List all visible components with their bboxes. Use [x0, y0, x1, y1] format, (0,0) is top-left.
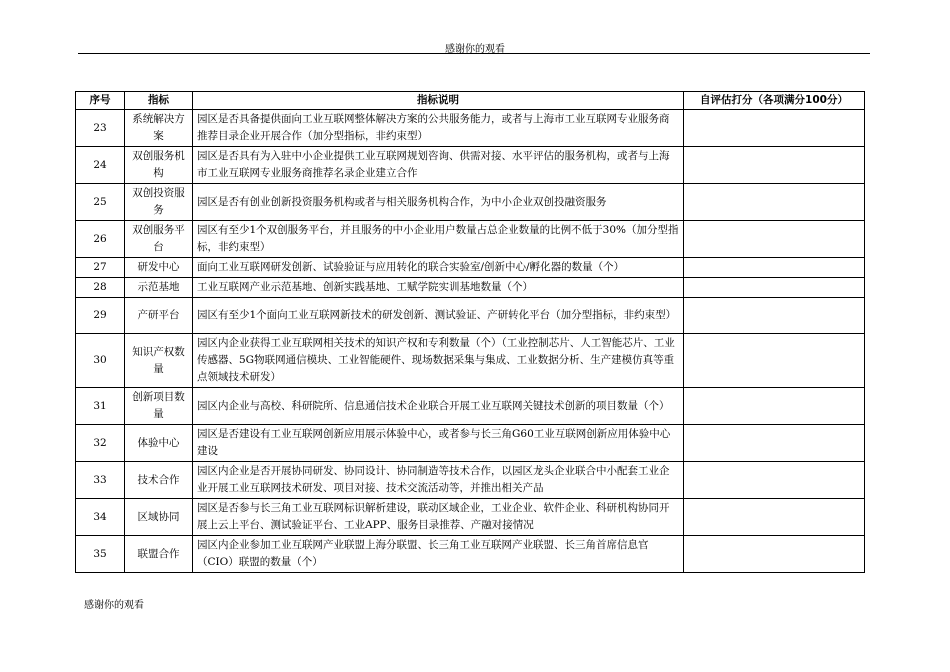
row-indicator: 区域协同 [125, 499, 193, 536]
row-description: 园区是否建设有工业互联网创新应用展示体验中心，或者参与长三角G60工业互联网创新应用体验中心建设 [193, 425, 684, 462]
row-indicator: 知识产权数量 [125, 334, 193, 388]
row-number: 29 [76, 298, 125, 334]
table-row [76, 499, 865, 536]
row-description: 园区是否有创业创新投资服务机构或者与相关服务机构合作，为中小企业双创投融资服务 [193, 184, 684, 221]
table-row [76, 298, 865, 334]
row-description: 园区是否具备提供面向工业互联网整体解决方案的公共服务能力，或者与上海市工业互联网专业服务商推荐目录企业开展合作（加分型指标，非约束型） [193, 110, 684, 147]
row-number: 25 [76, 184, 125, 221]
row-indicator: 示范基地 [125, 278, 193, 298]
row-number: 27 [76, 258, 125, 278]
row-score-cell[interactable] [684, 184, 865, 221]
row-score-cell[interactable] [684, 462, 865, 499]
row-number: 24 [76, 147, 125, 184]
row-indicator: 联盟合作 [125, 536, 193, 573]
row-indicator: 双创服务平台 [125, 221, 193, 258]
column-header-number: 序号 [76, 92, 125, 110]
row-indicator: 系统解决方案 [125, 110, 193, 147]
page-header: 感谢你的观看 [445, 44, 505, 55]
row-indicator: 研发中心 [125, 258, 193, 278]
table-header-row [76, 92, 865, 110]
row-description: 园区内企业获得工业互联网相关技术的知识产权和专利数量（个）（工业控制芯片、人工智能芯片、工业传感器、5G物联网通信模块、工业智能硬件、现场数据采集与集成、工业数据分析、生产建模仿真等重点领域技术研发） [193, 334, 684, 388]
row-score-cell[interactable] [684, 258, 865, 278]
table-row [76, 462, 865, 499]
row-indicator: 技术合作 [125, 462, 193, 499]
row-description: 园区内企业与高校、科研院所、信息通信技术企业联合开展工业互联网关键技术创新的项目数量（个） [193, 388, 684, 425]
table-body [76, 110, 865, 573]
table-row [76, 425, 865, 462]
row-number: 31 [76, 388, 125, 425]
row-description: 园区是否参与长三角工业互联网标识解析建设，联动区域企业，工业企业、软件企业、科研机构协同开展上云上平台、测试验证平台、工业APP、服务目录推荐、产融对接情况 [193, 499, 684, 536]
column-header-score: 自评估打分（各项满分100分） [684, 92, 865, 110]
row-indicator: 双创服务机构 [125, 147, 193, 184]
indicator-table [75, 91, 865, 573]
row-indicator: 双创投资服务 [125, 184, 193, 221]
table-row [76, 536, 865, 573]
table-row [76, 258, 865, 278]
row-score-cell[interactable] [684, 110, 865, 147]
row-description: 园区内企业参加工业互联网产业联盟上海分联盟、长三角工业互联网产业联盟、长三角首席信息官（CIO）联盟的数量（个） [193, 536, 684, 573]
row-number: 28 [76, 278, 125, 298]
table-row [76, 334, 865, 388]
table-row [76, 110, 865, 147]
row-number: 26 [76, 221, 125, 258]
row-indicator: 体验中心 [125, 425, 193, 462]
row-score-cell[interactable] [684, 334, 865, 388]
row-number: 33 [76, 462, 125, 499]
row-score-cell[interactable] [684, 388, 865, 425]
row-indicator: 产研平台 [125, 298, 193, 334]
table-row [76, 147, 865, 184]
column-header-description: 指标说明 [193, 92, 684, 110]
row-description: 园区有至少1个双创服务平台，并且服务的中小企业用户数量占总企业数量的比例不低于30%（加分型指标，非约束型） [193, 221, 684, 258]
row-description: 园区有至少1个面向工业互联网新技术的研发创新、测试验证、产研转化平台（加分型指标，非约束型） [193, 298, 684, 334]
row-description: 园区是否具有为入驻中小企业提供工业互联网规划咨询、供需对接、水平评估的服务机构，或者与上海市工业互联网专业服务商推荐名录企业建立合作 [193, 147, 684, 184]
row-score-cell[interactable] [684, 425, 865, 462]
table-row [76, 221, 865, 258]
row-score-cell[interactable] [684, 298, 865, 334]
row-number: 30 [76, 334, 125, 388]
table-row [76, 184, 865, 221]
row-score-cell[interactable] [684, 147, 865, 184]
page-footer: 感谢你的观看 [84, 600, 144, 611]
column-header-indicator: 指标 [125, 92, 193, 110]
row-description: 工业互联网产业示范基地、创新实践基地、工赋学院实训基地数量（个） [193, 278, 684, 298]
row-score-cell[interactable] [684, 278, 865, 298]
row-description: 面向工业互联网研发创新、试验验证与应用转化的联合实验室/创新中心/孵化器的数量（个） [193, 258, 684, 278]
row-number: 23 [76, 110, 125, 147]
row-number: 34 [76, 499, 125, 536]
row-number: 32 [76, 425, 125, 462]
table-row [76, 278, 865, 298]
row-score-cell[interactable] [684, 536, 865, 573]
row-score-cell[interactable] [684, 499, 865, 536]
row-score-cell[interactable] [684, 221, 865, 258]
table-row [76, 388, 865, 425]
row-indicator: 创新项目数量 [125, 388, 193, 425]
row-number: 35 [76, 536, 125, 573]
row-description: 园区内企业是否开展协同研发、协同设计、协同制造等技术合作，以园区龙头企业联合中小配套工业企业开展工业互联网技术研发、项目对接、技术交流活动等，并推出相关产品 [193, 462, 684, 499]
header-rule [78, 53, 870, 54]
